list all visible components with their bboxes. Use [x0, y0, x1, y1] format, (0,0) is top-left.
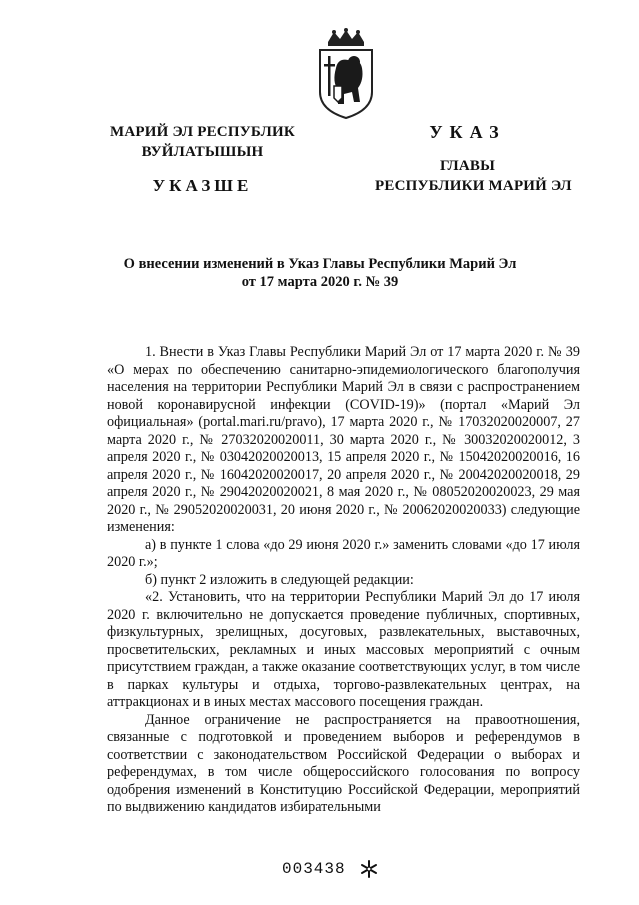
paragraph-quoted-item-2: «2. Установить, что на территории Республики Марий Эл до 17 июля 2020 г. включительно не допускается проведение публичных, спортивных, физкультурных, зрелищных, досуговых, развлекательных, выставочных, просветительских, рекламных и иных массовых мероприятий с очным присутствием граждан, а также оказание соответствующих услуг, в том числе в парках культуры и отдыха, торгово-развлекательных центрах, на аттракционах и в иных местах массового посещения граждан.	[107, 589, 580, 710]
paragraph-exception: Данное ограничение не распространяется на правоотношения, связанные с подготовкой и проведением выборов и референдумов в соответствии с законодательством Российской Федерации о выборах и референдумах, в том числе общероссийского голосования по вопросу одобрения изменений в Конституцию Российской Федерации, мероприятий по выдвижению кандидатов избирательными	[107, 711, 580, 815]
asterisk-mark-icon	[360, 860, 378, 878]
serial-number: 003438	[282, 860, 346, 878]
document-title-line-2: от 17 марта 2020 г. № 39	[241, 274, 399, 290]
republic-name-russian: РЕСПУБЛИКИ МАРИЙ ЭЛ	[375, 178, 572, 194]
paragraph-item-1: 1. Внести в Указ Главы Республики Марий Эл от 17 марта 2020 г. № 39 «О мерах по обеспечению санитарно-эпидемиологического благополучия населения на территории Республики Марий Эл в связи с распространением новой коронавирусной инфекции (COVID-19)» (портал «Марий Эл официальная» (portal.mari.ru/pravo), 17 марта 2020 г., № 17032020020007, 27 марта 2020 г., № 27032020020011, 30 марта 2020 г., № 30032020020012, 3 апреля 2020 г., № 03042020020013, 15 апреля 2020 г., № 15042020020016, 16 апреля 2020 г., № 16042020020017, 20 апреля 2020 г., № 20042020020018, 29 апреля 2020 г., № 29042020020021, 8 мая 2020 г., № 08052020020023, 29 мая 2020 г., № 29052020020031, 20 июня 2020 г., № 20062020020033) следующие изменения:	[107, 344, 580, 535]
document-body	[107, 344, 580, 817]
paragraph-subitem-b: б) пункт 2 изложить в следующей редакции:	[145, 571, 414, 588]
document-title-line-1: О внесении изменений в Указ Главы Республики Марий Эл	[123, 256, 517, 272]
doc-type-russian: УКАЗ	[429, 122, 506, 142]
paragraph-subitem-a: а) в пункте 1 слова «до 29 июня 2020 г.» заменить словами «до 17 июля 2020 г.»;	[107, 536, 580, 570]
coat-of-arms-icon	[316, 28, 376, 120]
head-title-mari: ВУЙЛАТЫШЫН	[141, 144, 264, 160]
head-title-russian: ГЛАВЫ	[439, 158, 496, 174]
republic-name-mari: МАРИЙ ЭЛ РЕСПУБЛИК	[110, 124, 295, 140]
doc-type-mari: УКАЗШЕ	[152, 176, 253, 195]
document-title	[100, 255, 540, 291]
